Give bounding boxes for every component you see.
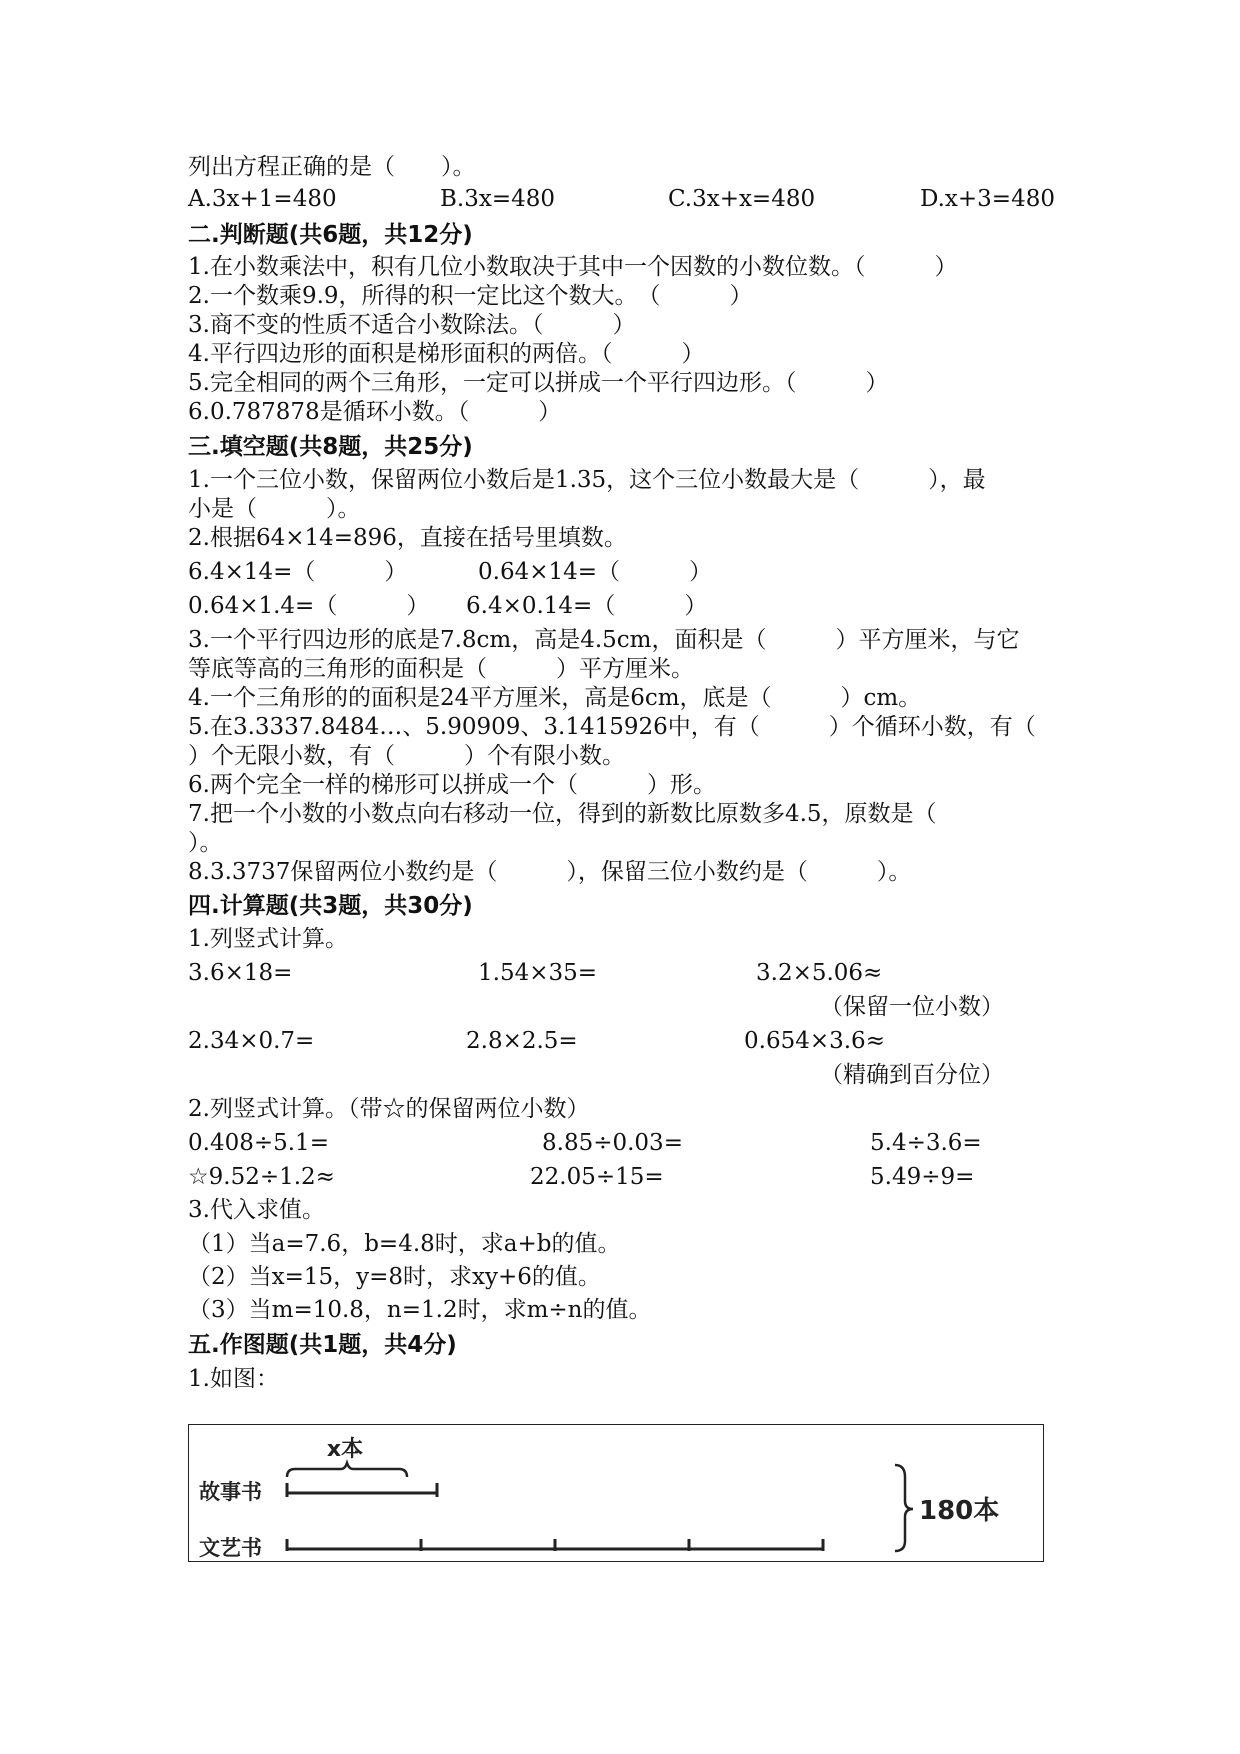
calc-expression: 5.4÷3.6= [870, 1130, 982, 1156]
calc-instruction: 2.列竖式计算。（带☆的保留两位小数） [188, 1096, 590, 1122]
fill-item-continued: 小是（ ）。 [188, 496, 361, 522]
fill-item-continued: 等底等高的三角形的面积是（ ）平方厘米。 [188, 656, 694, 682]
calc-expression: 8.85÷0.03= [542, 1130, 683, 1156]
fill-item-continued: ）。 [188, 830, 223, 856]
calc-expression: ☆9.52÷1.2≈ [188, 1164, 335, 1190]
substitution-item: （2）当x=15，y=8时，求xy+6的值。 [188, 1264, 601, 1290]
fill-item: 1.一个三位小数，保留两位小数后是1.35，这个三位小数最大是（ ），最 [188, 467, 986, 493]
calc-expression: 5.49÷9= [870, 1164, 975, 1190]
calc-expression: 2.34×0.7= [188, 1028, 315, 1054]
fill-expression: 0.64×14=（ ） [478, 559, 713, 585]
fill-item: 7.把一个小数的小数点向右移动一位，得到的新数比原数多4.5，原数是（ [188, 801, 937, 827]
calc-note: （精确到百分位） [820, 1062, 1004, 1088]
fill-item-continued: ）个无限小数，有（ ）个有限小数。 [188, 743, 625, 769]
option-d: D.x+3=480 [920, 186, 1055, 212]
fill-item: 3.一个平行四边形的底是7.8cm，高是4.5cm，面积是（ ）平方厘米，与它 [188, 627, 1020, 653]
substitution-item: （1）当a=7.6，b=4.8时，求a+b的值。 [188, 1231, 621, 1257]
total-label: 180本 [919, 1496, 1000, 1526]
calc-expression: 3.6×18= [188, 960, 293, 986]
option-c: C.3x+x=480 [668, 186, 816, 212]
calc-expression: 22.05÷15= [530, 1164, 664, 1190]
section-title-drawing: 五.作图题(共1题，共4分) [188, 1332, 457, 1358]
fill-item: 2.根据64×14=896，直接在括号里填数。 [188, 525, 627, 551]
calc-instruction: 3.代入求值。 [188, 1197, 325, 1223]
section-title-judgement: 二.判断题(共6题，共12分) [188, 222, 473, 248]
judgement-item: 5.完全相同的两个三角形，一定可以拼成一个平行四边形。（ ） [188, 370, 889, 396]
fill-item: 5.在3.3337.8484…、5.90909、3.1415926中，有（ ）个循环小数，有（ [188, 714, 1036, 740]
top-brace [287, 1463, 407, 1477]
calc-expression: 2.8×2.5= [466, 1028, 578, 1054]
calc-expression: 1.54×35= [478, 960, 598, 986]
drawing-instruction: 1.如图： [188, 1366, 279, 1392]
section-title-calculation: 四.计算题(共3题，共30分) [188, 893, 473, 919]
calc-note: （保留一位小数） [820, 994, 1004, 1020]
fill-item: 4.一个三角形的的面积是24平方厘米，高是6cm，底是（ ）cm。 [188, 685, 922, 711]
substitution-item: （3）当m=10.8，n=1.2时，求m÷n的值。 [188, 1297, 652, 1323]
diagram-canvas [189, 1425, 1045, 1563]
fill-expression: 6.4×0.14=（ ） [466, 593, 708, 619]
fill-item: 8.3.3737保留两位小数约是（ ），保留三位小数约是（ ）。 [188, 859, 912, 885]
row2-label: 文艺书 [199, 1536, 262, 1560]
row1-label: 故事书 [199, 1480, 262, 1504]
row2-segment-group [287, 1539, 823, 1551]
question-stem: 列出方程正确的是（ ）。 [188, 154, 476, 180]
calc-expression: 3.2×5.06≈ [756, 960, 883, 986]
total-brace [895, 1465, 913, 1551]
judgement-item: 4.平行四边形的面积是梯形面积的两倍。（ ） [188, 341, 705, 367]
fill-item: 6.两个完全一样的梯形可以拼成一个（ ）形。 [188, 772, 716, 798]
x-label: x本 [326, 1437, 364, 1462]
calc-expression: 0.408÷5.1= [188, 1130, 329, 1156]
option-b: B.3x=480 [440, 186, 555, 212]
option-a: A.3x+1=480 [188, 186, 337, 212]
judgement-item: 2.一个数乘9.9，所得的积一定比这个数大。 （ ） [188, 283, 753, 309]
fill-expression: 0.64×1.4=（ ） [188, 593, 430, 619]
fill-expression: 6.4×14=（ ） [188, 559, 408, 585]
calc-expression: 0.654×3.6≈ [744, 1028, 885, 1054]
judgement-item: 3.商不变的性质不适合小数除法。（ ） [188, 312, 636, 338]
judgement-item: 1.在小数乘法中，积有几位小数取决于其中一个因数的小数位数。（ ） [188, 254, 958, 280]
line-segment-diagram [188, 1424, 1044, 1562]
judgement-item: 6.0.787878是循环小数。（ ） [188, 399, 562, 425]
section-title-fill-blank: 三.填空题(共8题，共25分) [188, 434, 473, 460]
calc-instruction: 1.列竖式计算。 [188, 926, 348, 952]
